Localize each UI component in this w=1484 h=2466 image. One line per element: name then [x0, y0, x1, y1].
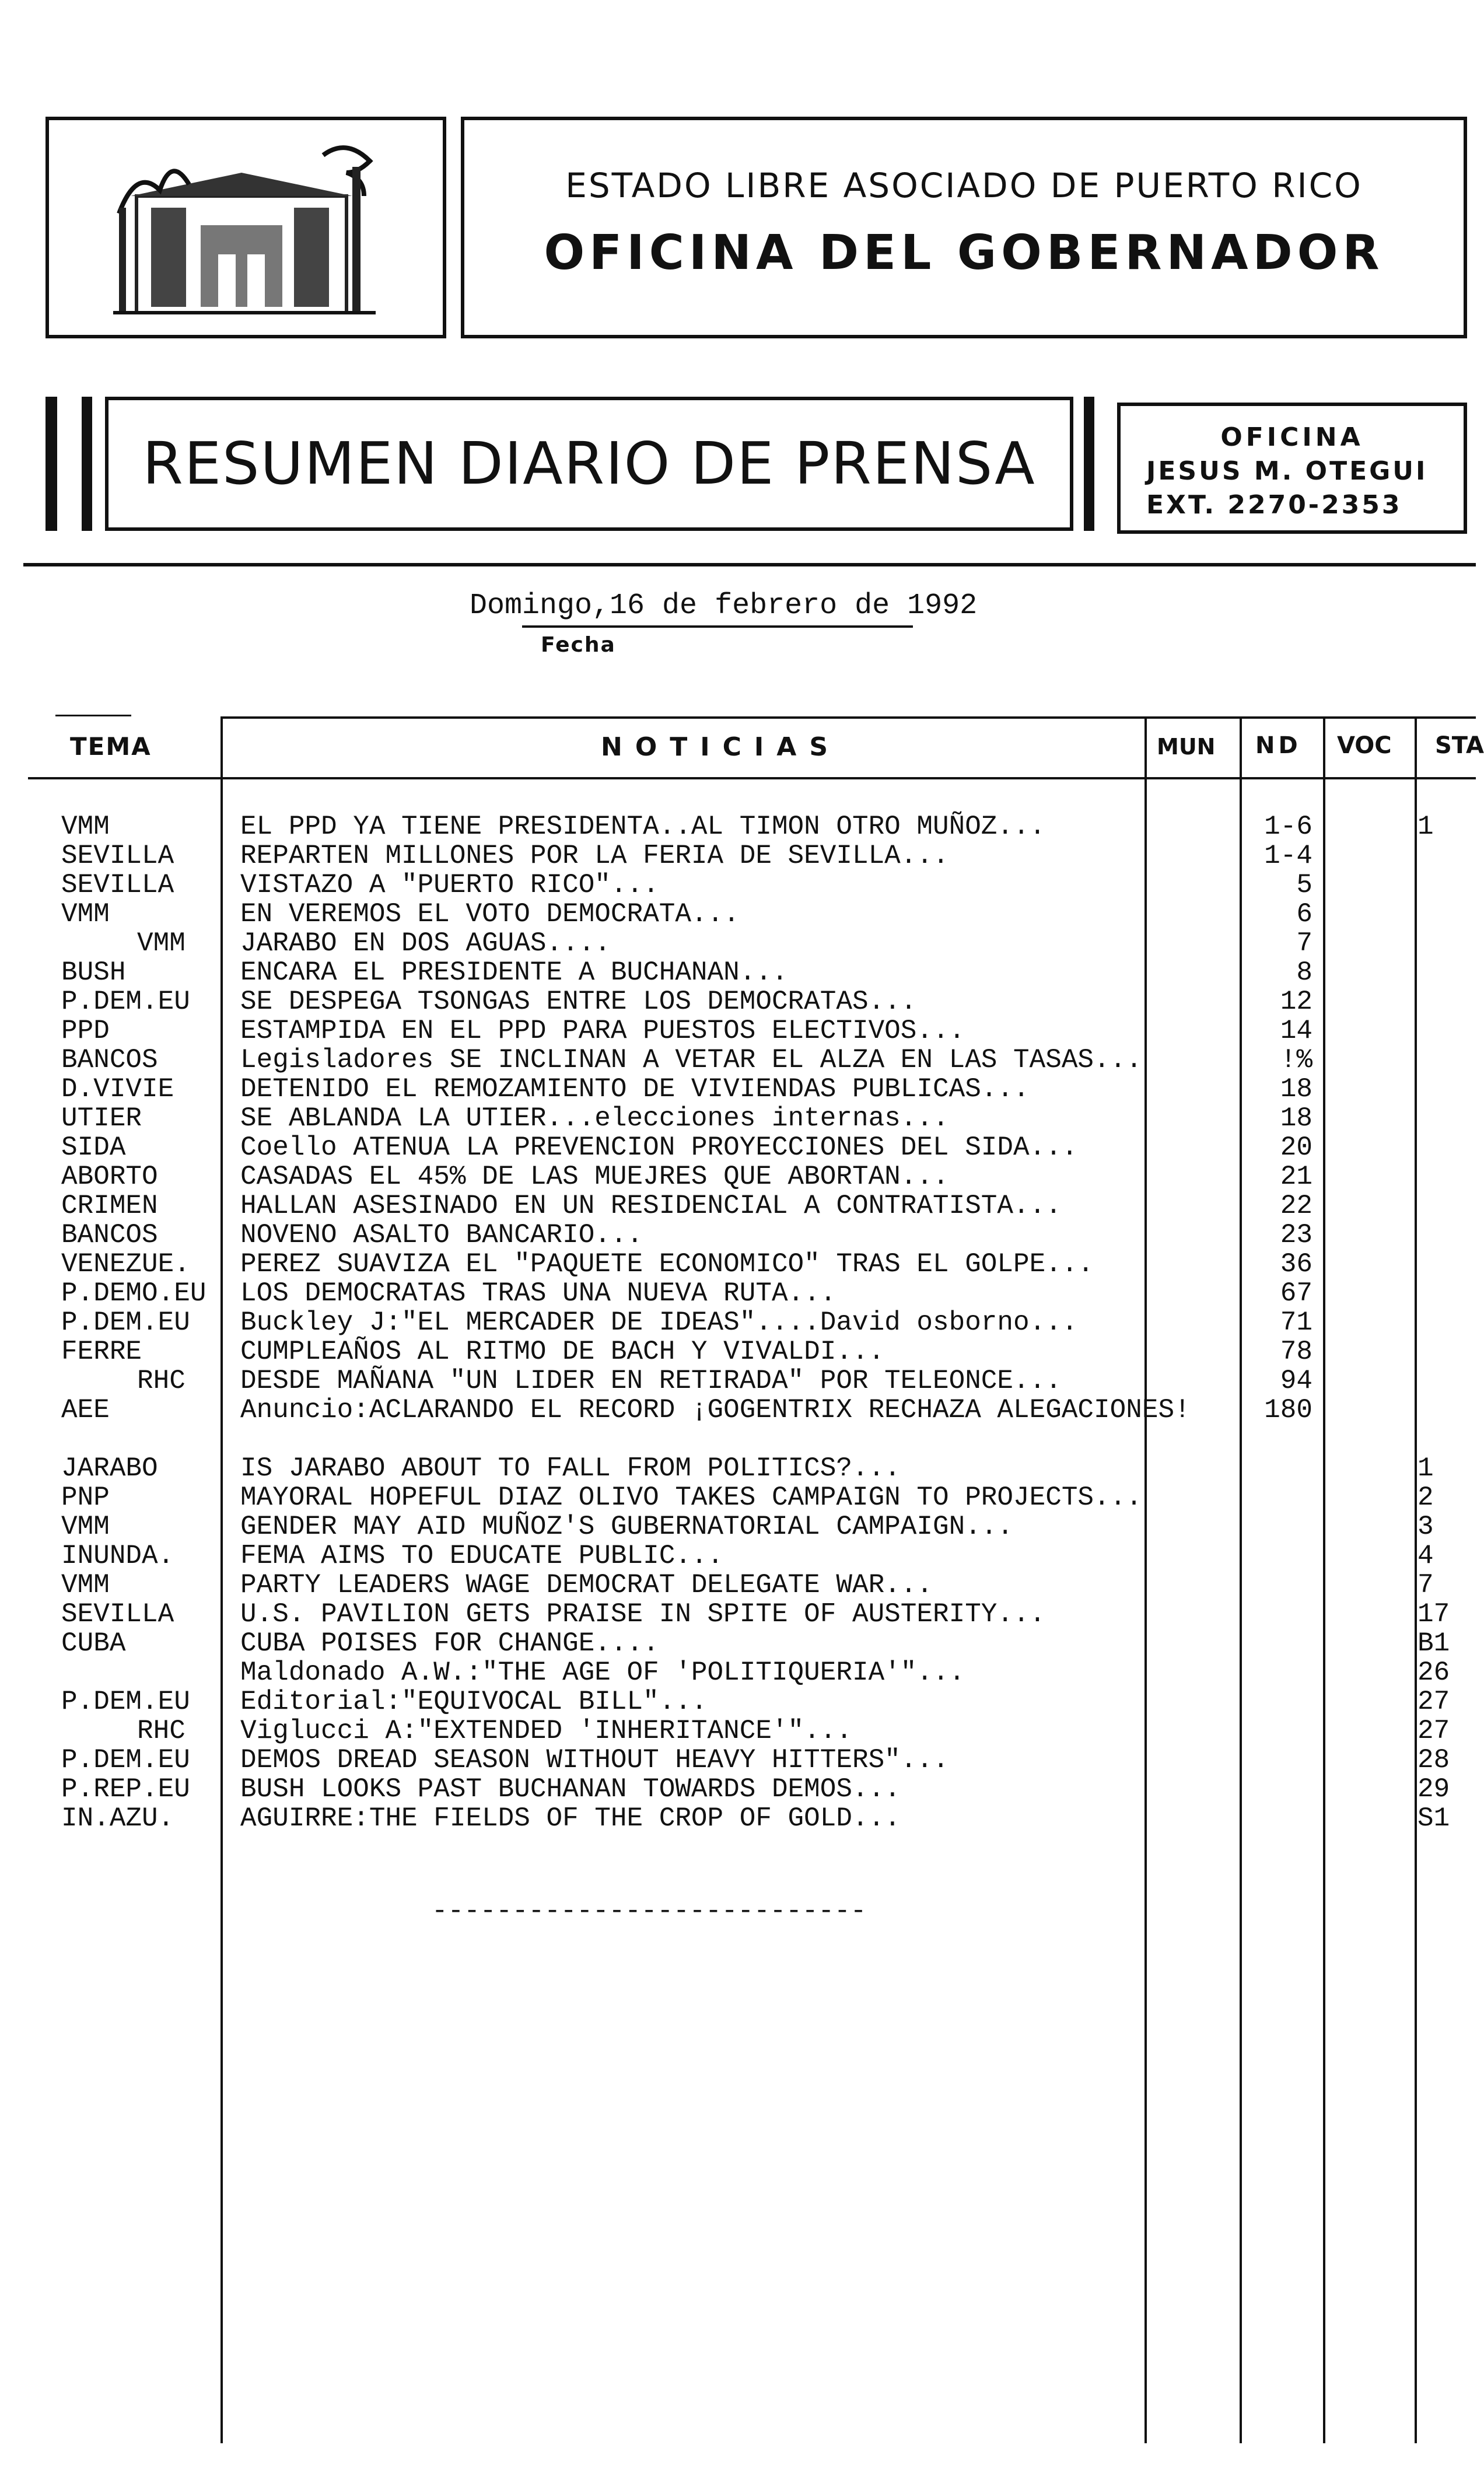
row-sta: B1	[1418, 1628, 1450, 1659]
row-tema: PPD	[61, 1016, 110, 1046]
row-nd: 67	[1280, 1278, 1312, 1309]
row-tema: VMM	[61, 899, 110, 929]
row-nd: 18	[1280, 1074, 1312, 1104]
row-tema	[61, 1425, 213, 1454]
row-sta: 29	[1418, 1774, 1450, 1804]
tema-header-overline	[55, 715, 131, 716]
row-nd: 71	[1280, 1307, 1312, 1338]
row-tema: VMM	[61, 811, 110, 842]
row-tema: INUNDA.	[61, 1541, 174, 1571]
col-header-sta: STA	[1435, 732, 1484, 759]
row-sta: 26	[1418, 1657, 1450, 1688]
title-bar-right-1	[1084, 397, 1094, 531]
row-noticia: BUSH LOOKS PAST BUCHANAN TOWARDS DEMOS...	[240, 1774, 901, 1804]
row-sta	[1418, 1016, 1470, 1045]
row-sta: 1	[1418, 1453, 1434, 1484]
row-tema: BANCOS	[61, 1220, 158, 1250]
row-nd: 7	[1296, 928, 1312, 959]
row-tema: BANCOS	[61, 1045, 158, 1075]
row-nd: 94	[1280, 1366, 1312, 1396]
row-sta: 28	[1418, 1745, 1450, 1775]
row-noticia: PARTY LEADERS WAGE DEMOCRAT DELEGATE WAR...	[240, 1570, 933, 1600]
date-value: Domingo,16 de febrero de 1992	[470, 589, 978, 622]
row-nd	[1231, 1425, 1312, 1454]
row-sta: 2	[1418, 1482, 1434, 1513]
row-tema: SEVILLA	[61, 841, 174, 871]
row-tema: SEVILLA	[61, 870, 174, 900]
row-sta	[1418, 870, 1470, 900]
row-noticia: NOVENO ASALTO BANCARIO...	[240, 1220, 643, 1250]
row-tema: IN.AZU.	[61, 1803, 174, 1834]
row-sta: 3	[1418, 1512, 1434, 1542]
row-tema: BUSH	[61, 957, 126, 988]
row-tema: JARABO	[61, 1453, 158, 1484]
row-noticia: LOS DEMOCRATAS TRAS UNA NUEVA RUTA...	[240, 1278, 836, 1309]
row-tema: SIDA	[61, 1132, 126, 1163]
row-sta: 1	[1418, 811, 1434, 842]
row-tema: VMM	[137, 928, 186, 959]
row-nd: 14	[1280, 1016, 1312, 1046]
row-noticia: SE ABLANDA LA UTIER...elecciones internas...	[240, 1103, 949, 1134]
footer-dashes: ---------------------------	[432, 1896, 867, 1926]
row-noticia: CUMPLEAÑOS AL RITMO DE BACH Y VIVALDI...	[240, 1337, 885, 1367]
row-nd: 22	[1280, 1191, 1312, 1221]
row-tema: VMM	[61, 1512, 110, 1542]
page-title: RESUMEN DIARIO DE PRENSA	[142, 429, 1036, 498]
row-noticia: EL PPD YA TIENE PRESIDENTA..AL TIMON OTRO MUÑOZ...	[240, 811, 1046, 842]
row-tema: CRIMEN	[61, 1191, 158, 1221]
row-nd	[1231, 1775, 1312, 1804]
row-sta	[1418, 1104, 1470, 1133]
date-label: Fecha	[541, 633, 616, 657]
row-noticia: Viglucci A:"EXTENDED 'INHERITANCE'"...	[240, 1716, 852, 1746]
row-tema	[61, 1658, 213, 1687]
row-noticia: PEREZ SUAVIZA EL "PAQUETE ECONOMICO" TRAS EL GOLPE...	[240, 1249, 1094, 1279]
row-sta	[1418, 1279, 1470, 1308]
row-nd	[1231, 1541, 1312, 1570]
row-sta	[1418, 1075, 1470, 1104]
row-sta	[1418, 1250, 1470, 1279]
row-sta	[1418, 1133, 1470, 1162]
header-divider	[23, 563, 1476, 566]
col-header-noticias: NOTICIAS	[601, 732, 841, 762]
row-tema: VMM	[61, 1570, 110, 1600]
row-tema: RHC	[137, 1366, 186, 1396]
row-sta	[1418, 1191, 1470, 1220]
row-noticia: Editorial:"EQUIVOCAL BILL"...	[240, 1687, 708, 1717]
row-noticia	[240, 1425, 1185, 1454]
row-sta	[1418, 1045, 1470, 1075]
row-nd	[1231, 1512, 1312, 1541]
row-nd: 5	[1296, 870, 1312, 900]
row-sta	[1418, 1395, 1470, 1425]
row-noticia: GENDER MAY AID MUÑOZ'S GUBERNATORIAL CAMPAIGN...	[240, 1512, 1014, 1542]
row-noticia: ENCARA EL PRESIDENTE A BUCHANAN...	[240, 957, 788, 988]
row-nd: 78	[1280, 1337, 1312, 1367]
row-nd: 6	[1296, 899, 1312, 929]
col-line-nd	[1323, 716, 1325, 2443]
row-sta: 7	[1418, 1570, 1434, 1600]
row-nd: 36	[1280, 1249, 1312, 1279]
col-header-nd: ND	[1255, 732, 1301, 759]
row-noticia: ESTAMPIDA EN EL PPD PARA PUESTOS ELECTIVOS...	[240, 1016, 965, 1046]
row-nd	[1231, 1600, 1312, 1629]
row-tema: SEVILLA	[61, 1599, 174, 1629]
col-line-voc	[1415, 716, 1417, 2443]
row-sta	[1418, 958, 1470, 987]
row-tema: PNP	[61, 1482, 110, 1513]
row-nd	[1231, 1629, 1312, 1658]
row-tema: FERRE	[61, 1337, 142, 1367]
row-nd	[1231, 1454, 1312, 1483]
title-box	[105, 397, 1073, 531]
letterhead-line2: OFICINA DEL GOBERNADOR	[544, 225, 1384, 281]
office-line1: OFICINA	[1220, 422, 1364, 452]
row-sta	[1418, 987, 1470, 1016]
row-noticia: SE DESPEGA TSONGAS ENTRE LOS DEMOCRATAS...	[240, 987, 917, 1017]
row-sta	[1418, 1308, 1470, 1337]
row-noticia: Coello ATENUA LA PREVENCION PROYECCIONES DEL SIDA...	[240, 1132, 1078, 1163]
row-sta	[1418, 841, 1470, 870]
row-tema: P.DEM.EU	[61, 1745, 190, 1775]
row-sta: 4	[1418, 1541, 1434, 1571]
row-nd: !%	[1280, 1045, 1312, 1075]
row-sta	[1418, 1162, 1470, 1191]
row-nd	[1231, 1687, 1312, 1716]
row-noticia: U.S. PAVILION GETS PRAISE IN SPITE OF AUSTERITY...	[240, 1599, 1046, 1629]
row-noticia: CUBA POISES FOR CHANGE....	[240, 1628, 659, 1659]
row-noticia: Legisladores SE INCLINAN A VETAR EL ALZA EN LAS TASAS...	[240, 1045, 1142, 1075]
row-sta	[1418, 929, 1470, 958]
row-nd: 8	[1296, 957, 1312, 988]
row-noticia: JARABO EN DOS AGUAS....	[240, 928, 611, 959]
row-tema: UTIER	[61, 1103, 142, 1134]
row-tema: P.DEM.EU	[61, 987, 190, 1017]
row-nd	[1231, 1483, 1312, 1512]
row-nd: 20	[1280, 1132, 1312, 1163]
date-underline	[522, 625, 913, 628]
row-sta: S1	[1418, 1803, 1450, 1834]
row-tema: VENEZUE.	[61, 1249, 190, 1279]
row-tema: P.DEMO.EU	[61, 1278, 206, 1309]
row-tema: CUBA	[61, 1628, 126, 1659]
row-noticia: FEMA AIMS TO EDUCATE PUBLIC...	[240, 1541, 724, 1571]
table-top-rule	[222, 716, 1476, 719]
row-noticia: REPARTEN MILLONES POR LA FERIA DE SEVILLA...	[240, 841, 949, 871]
row-nd	[1231, 1804, 1312, 1833]
row-noticia: CASADAS EL 45% DE LAS MUEJRES QUE ABORTAN...	[240, 1162, 949, 1192]
office-line3: EXT. 2270-2353	[1146, 490, 1402, 520]
col-header-mun: MUN	[1157, 734, 1216, 760]
row-nd: 1-4	[1264, 841, 1312, 871]
row-nd: 21	[1280, 1162, 1312, 1192]
row-nd: 23	[1280, 1220, 1312, 1250]
row-noticia: IS JARABO ABOUT TO FALL FROM POLITICS?...	[240, 1453, 901, 1484]
row-sta: 17	[1418, 1599, 1450, 1629]
row-noticia: DESDE MAÑANA "UN LIDER EN RETIRADA" POR TELEONCE...	[240, 1366, 1062, 1396]
row-noticia: AGUIRRE:THE FIELDS OF THE CROP OF GOLD...	[240, 1803, 901, 1834]
row-sta	[1418, 1425, 1470, 1454]
office-line2: JESUS M. OTEGUI	[1146, 456, 1428, 486]
title-bar-left-2	[82, 397, 92, 531]
row-sta	[1418, 1366, 1470, 1395]
letterhead-line1: ESTADO LIBRE ASOCIADO DE PUERTO RICO	[565, 166, 1363, 205]
row-sta	[1418, 900, 1470, 929]
row-tema: RHC	[137, 1716, 186, 1746]
row-sta: 27	[1418, 1687, 1450, 1717]
row-noticia: Buckley J:"EL MERCADER DE IDEAS"....David osborno...	[240, 1307, 1078, 1338]
office-box	[1117, 403, 1467, 534]
row-nd	[1231, 1746, 1312, 1775]
row-sta	[1418, 1337, 1470, 1366]
row-noticia: VISTAZO A "PUERTO RICO"...	[240, 870, 659, 900]
row-noticia: HALLAN ASESINADO EN UN RESIDENCIAL A CONTRATISTA...	[240, 1191, 1062, 1221]
row-nd: 12	[1280, 987, 1312, 1017]
row-tema: P.REP.EU	[61, 1774, 190, 1804]
row-nd	[1231, 1716, 1312, 1746]
col-line-tema	[220, 716, 223, 2443]
row-tema: P.DEM.EU	[61, 1307, 190, 1338]
row-noticia: DETENIDO EL REMOZAMIENTO DE VIVIENDAS PUBLICAS...	[240, 1074, 1030, 1104]
title-bar-left-1	[46, 397, 57, 531]
row-sta	[1418, 1220, 1470, 1250]
row-tema: ABORTO	[61, 1162, 158, 1192]
row-noticia: MAYORAL HOPEFUL DIAZ OLIVO TAKES CAMPAIGN TO PROJECTS...	[240, 1482, 1142, 1513]
row-nd: 180	[1264, 1395, 1312, 1425]
row-nd: 18	[1280, 1103, 1312, 1134]
logo-box	[46, 117, 446, 338]
row-noticia: DEMOS DREAD SEASON WITHOUT HEAVY HITTERS"...	[240, 1745, 949, 1775]
row-sta: 27	[1418, 1716, 1450, 1746]
row-nd: 1-6	[1264, 811, 1312, 842]
governor-mansion-logo	[49, 120, 443, 335]
row-noticia: Maldonado A.W.:"THE AGE OF 'POLITIQUERIA'"...	[240, 1657, 965, 1688]
col-header-tema: TEMA	[70, 732, 152, 761]
letterhead-box	[461, 117, 1467, 338]
table-header-rule	[28, 777, 1476, 779]
row-noticia: Anuncio:ACLARANDO EL RECORD ¡GOGENTRIX RECHAZA ALEGACIONES!	[240, 1395, 1191, 1425]
row-nd	[1231, 1570, 1312, 1600]
row-noticia: EN VEREMOS EL VOTO DEMOCRATA...	[240, 899, 740, 929]
row-tema: P.DEM.EU	[61, 1687, 190, 1717]
col-header-voc: VOC	[1337, 732, 1392, 759]
row-tema: AEE	[61, 1395, 110, 1425]
row-nd	[1231, 1658, 1312, 1687]
row-tema: D.VIVIE	[61, 1074, 174, 1104]
